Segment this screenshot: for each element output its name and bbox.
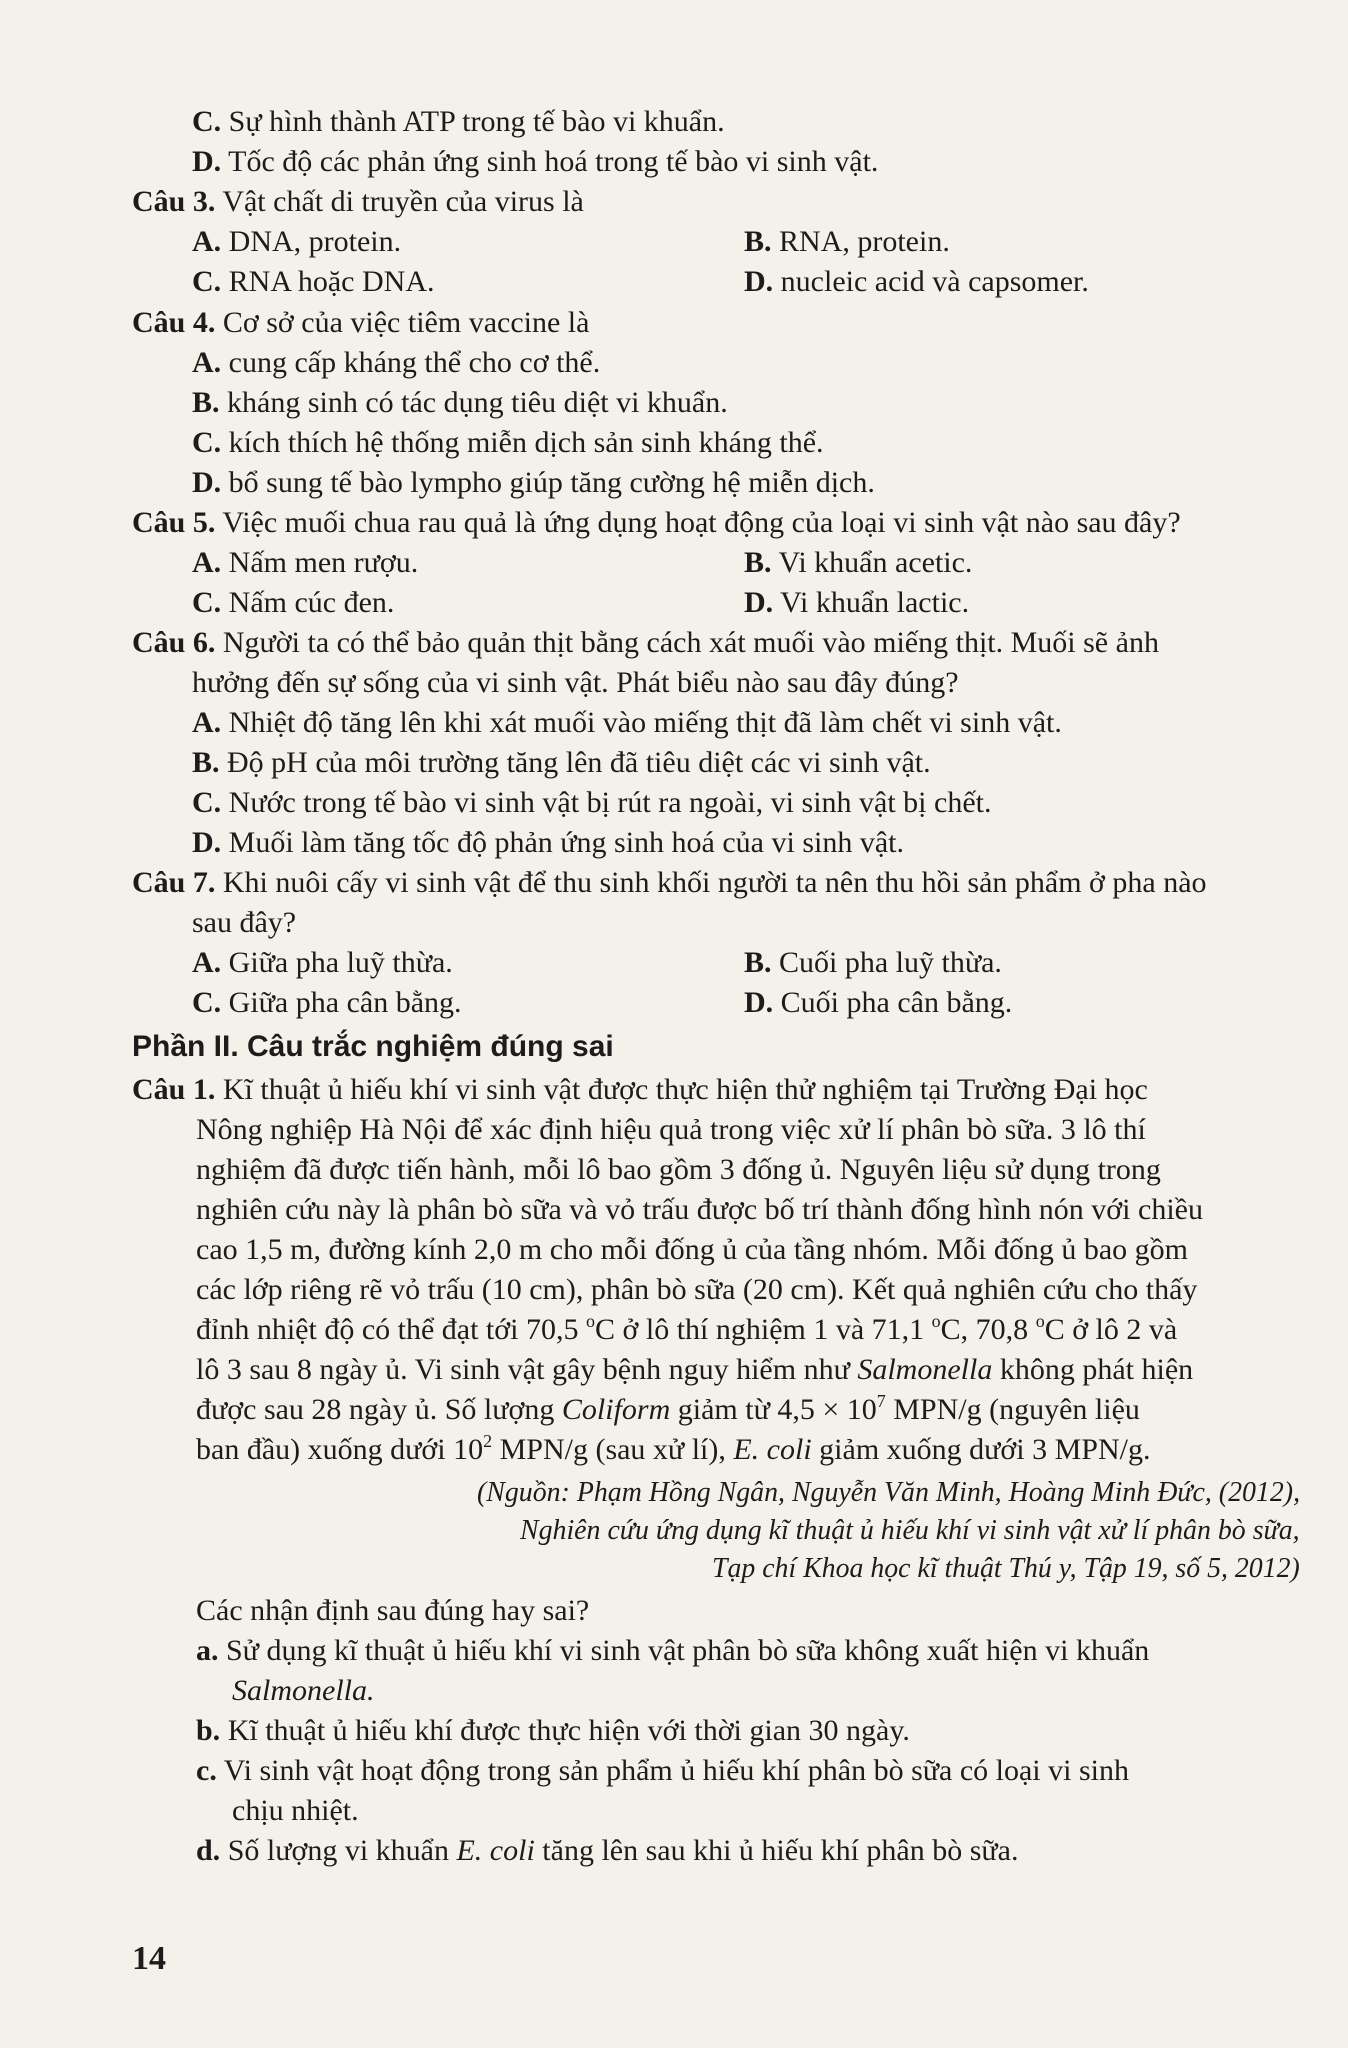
option-text: Cuối pha luỹ thừa. — [779, 946, 1002, 979]
q2-option-d — [192, 143, 878, 181]
option-letter: D. — [744, 586, 774, 619]
section-heading: Phần II. Câu trắc nghiệm đúng sai — [132, 1030, 614, 1063]
text-segment: được sau 28 ngày ủ. Số lượng — [196, 1393, 562, 1426]
question-label: Câu 6. — [132, 626, 216, 659]
option-letter: A. — [192, 225, 222, 258]
q6-option-a — [192, 704, 1062, 742]
option-text: kích thích hệ thống miễn dịch sản sinh kháng thể. — [228, 426, 824, 459]
question-3 — [132, 183, 584, 221]
statement-d — [196, 1832, 1018, 1870]
text-segment: C ở lô 2 và — [1044, 1313, 1178, 1346]
option-text: Nhiệt độ tăng lên khi xát muối vào miếng thịt đã làm chết vi sinh vật. — [228, 706, 1062, 739]
text-segment: MPN/g (nguyên liệu — [885, 1393, 1140, 1426]
text-segment: giảm từ 4,5 × 10 — [670, 1393, 877, 1426]
statement-text: Kĩ thuật ủ hiếu khí được thực hiện với thời gian 30 ngày. — [227, 1714, 910, 1747]
option-letter: C. — [192, 786, 222, 819]
option-letter: A. — [192, 546, 222, 579]
statement-text: Số lượng vi khuẩn — [227, 1834, 457, 1867]
statement-letter: c. — [196, 1754, 217, 1787]
option-letter: A. — [192, 946, 222, 979]
text-segment: đỉnh nhiệt độ có thể đạt tới 70,5 — [196, 1313, 586, 1346]
option-text: cung cấp kháng thể cho cơ thể. — [228, 346, 601, 379]
statement-text: Sử dụng kĩ thuật ủ hiếu khí vi sinh vật phân bò sữa không xuất hiện vi khuẩn — [226, 1634, 1150, 1667]
q5-option-a — [192, 544, 418, 582]
option-letter: B. — [744, 946, 772, 979]
q4-option-b — [192, 384, 728, 422]
q4-option-c — [192, 424, 824, 462]
option-letter: B. — [192, 746, 220, 779]
question-text: Vật chất di truyền của virus là — [222, 185, 584, 218]
passage-line: cao 1,5 m, đường kính 2,0 m cho mỗi đống ủ của tầng nhóm. Mỗi đống ủ bao gồm — [196, 1233, 1189, 1266]
option-letter: B. — [744, 225, 772, 258]
option-letter: B. — [192, 386, 220, 419]
page-number: 14 — [132, 1940, 166, 1977]
statement-a-continued: Salmonella. — [232, 1674, 375, 1707]
question-label: Câu 5. — [132, 506, 216, 539]
question-7-continued — [192, 904, 296, 942]
option-text: Độ pH của môi trường tăng lên đã tiêu diệt các vi sinh vật. — [227, 746, 931, 779]
option-letter: C. — [192, 426, 222, 459]
question-text: Người ta có thể bảo quản thịt bằng cách xát muối vào miếng thịt. Muối sẽ ảnh — [222, 626, 1159, 659]
question-4 — [132, 304, 589, 342]
passage-line: Kĩ thuật ủ hiếu khí vi sinh vật được thực hiện thử nghiệm tại Trường Đại học — [222, 1073, 1148, 1106]
option-letter: D. — [744, 265, 774, 298]
statement-c — [196, 1752, 1129, 1790]
q3-option-d — [744, 263, 1089, 301]
q6-option-c — [192, 784, 991, 822]
question-label: Câu 7. — [132, 866, 216, 899]
question-label: Câu 4. — [132, 306, 216, 339]
statement-letter: b. — [196, 1714, 221, 1747]
passage-line: nghiệm đã được tiến hành, mỗi lô bao gồm 3 đống ủ. Nguyên liệu sử dụng trong — [196, 1153, 1161, 1186]
option-text: kháng sinh có tác dụng tiêu diệt vi khuẩn. — [227, 386, 728, 419]
option-letter: D. — [744, 986, 774, 1019]
q7-option-c — [192, 984, 462, 1022]
statement-text: tăng lên sau khi ủ hiếu khí phân bò sữa. — [534, 1834, 1019, 1867]
option-letter: D. — [192, 145, 222, 178]
option-text: Vi khuẩn acetic. — [778, 546, 973, 579]
question-label: Câu 1. — [132, 1073, 216, 1106]
option-text: Giữa pha luỹ thừa. — [228, 946, 453, 979]
text-segment: giảm xuống dưới 3 MPN/g. — [811, 1433, 1151, 1466]
question-5 — [132, 504, 1181, 542]
q4-option-d — [192, 464, 875, 502]
species-name: E. coli — [733, 1433, 812, 1466]
q6-option-b — [192, 744, 931, 782]
question-text: hưởng đến sự sống của vi sinh vật. Phát biểu nào sau đây đúng? — [192, 666, 959, 699]
text-segment: MPN/g (sau xử lí), — [492, 1433, 734, 1466]
q5-option-d — [744, 584, 969, 622]
passage-line-temperature — [196, 1311, 1177, 1349]
species-name: Salmonella — [857, 1353, 993, 1386]
degree-sign: o — [931, 1311, 941, 1331]
text-segment: ban đầu) xuống dưới 10 — [196, 1433, 484, 1466]
option-letter: D. — [192, 466, 222, 499]
species-name: E. coli — [456, 1834, 535, 1867]
option-text: Vi khuẩn lactic. — [780, 586, 970, 619]
part2-question-1 — [132, 1071, 1148, 1109]
question-6 — [132, 624, 1159, 662]
degree-sign: o — [585, 1311, 595, 1331]
q6-option-d — [192, 824, 904, 862]
text-segment: không phát hiện — [992, 1353, 1194, 1386]
statement-letter: a. — [196, 1634, 219, 1667]
option-text: nucleic acid và capsomer. — [780, 265, 1089, 298]
option-letter: C. — [192, 105, 222, 138]
text-segment: lô 3 sau 8 ngày ủ. Vi sinh vật gây bệnh nguy hiểm như — [196, 1353, 858, 1386]
statement-letter: d. — [196, 1834, 221, 1867]
q7-option-b — [744, 944, 1002, 982]
statement-c-continued: chịu nhiệt. — [232, 1794, 359, 1827]
statement-text: Vi sinh vật hoạt động trong sản phẩm ủ hiếu khí phân bò sữa có loại vi sinh — [223, 1754, 1129, 1787]
option-text: DNA, protein. — [228, 225, 402, 258]
option-text: Nấm men rượu. — [228, 546, 419, 579]
option-text: Cuối pha cân bằng. — [780, 986, 1013, 1019]
option-letter: A. — [192, 346, 222, 379]
question-7 — [132, 864, 1207, 902]
option-text: Muối làm tăng tốc độ phản ứng sinh hoá của vi sinh vật. — [228, 826, 904, 859]
option-letter: B. — [744, 546, 772, 579]
exponent: 2 — [483, 1431, 493, 1451]
q3-option-a — [192, 223, 401, 261]
option-text: RNA, protein. — [779, 225, 950, 258]
source-citation-line: (Nguồn: Phạm Hồng Ngân, Nguyễn Văn Minh, Hoàng Minh Đức, (2012), — [476, 1477, 1300, 1508]
q5-option-c — [192, 584, 394, 622]
passage-line-salmonella — [196, 1351, 1193, 1389]
option-text: Nước trong tế bào vi sinh vật bị rút ra ngoài, vi sinh vật bị chết. — [228, 786, 992, 819]
option-letter: C. — [192, 586, 222, 619]
question-text: sau đây? — [192, 906, 297, 939]
option-text: Nấm cúc đen. — [228, 586, 395, 619]
statement-b — [196, 1712, 910, 1750]
source-citation-line: Tạp chí Khoa học kĩ thuật Thú y, Tập 19, số 5, 2012) — [712, 1553, 1300, 1584]
q7-option-d — [744, 984, 1012, 1022]
passage-line: các lớp riêng rẽ vỏ trấu (10 cm), phân bò sữa (20 cm). Kết quả nghiên cứu cho thấy — [196, 1273, 1198, 1306]
q5-option-b — [744, 544, 972, 582]
option-text: Tốc độ các phản ứng sinh hoá trong tế bào vi sinh vật. — [228, 145, 879, 178]
q2-option-c — [192, 103, 725, 141]
option-text: Sự hình thành ATP trong tế bào vi khuẩn. — [228, 105, 725, 138]
option-text: Giữa pha cân bằng. — [228, 986, 462, 1019]
option-text: bổ sung tế bào lympho giúp tăng cường hệ miễn dịch. — [228, 466, 875, 499]
passage-line-ecoli — [196, 1431, 1150, 1469]
text-segment: C ở lô thí nghiệm 1 và 71,1 — [594, 1313, 932, 1346]
statement-a — [196, 1632, 1149, 1670]
question-label: Câu 3. — [132, 185, 216, 218]
degree-sign: o — [1035, 1311, 1045, 1331]
q7-option-a — [192, 944, 453, 982]
option-letter: C. — [192, 986, 222, 1019]
text-segment: C, 70,8 — [940, 1313, 1036, 1346]
question-text: Cơ sở của việc tiêm vaccine là — [222, 306, 590, 339]
source-citation-line: Nghiên cứu ứng dụng kĩ thuật ủ hiếu khí vi sinh vật xử lí phân bò sữa, — [520, 1515, 1301, 1546]
exponent: 7 — [876, 1391, 886, 1411]
option-letter: D. — [192, 826, 222, 859]
q4-option-a — [192, 344, 600, 382]
species-name: Coliform — [561, 1393, 671, 1426]
passage-line: Nông nghiệp Hà Nội để xác định hiệu quả trong việc xử lí phân bò sữa. 3 lô thí — [196, 1113, 1146, 1146]
passage-line: nghiên cứu này là phân bò sữa và vỏ trấu được bố trí thành đống hình nón với chiều — [196, 1193, 1203, 1226]
option-letter: A. — [192, 706, 222, 739]
question-6-continued — [192, 664, 959, 702]
statements-prompt: Các nhận định sau đúng hay sai? — [196, 1594, 590, 1627]
option-letter: C. — [192, 265, 222, 298]
q3-option-b — [744, 223, 950, 261]
option-text: RNA hoặc DNA. — [228, 265, 435, 298]
passage-line-coliform — [196, 1391, 1140, 1429]
question-text: Khi nuôi cấy vi sinh vật để thu sinh khối người ta nên thu hồi sản phẩm ở pha nào — [222, 866, 1207, 899]
q3-option-c — [192, 263, 434, 301]
question-text: Việc muối chua rau quả là ứng dụng hoạt động của loại vi sinh vật nào sau đây? — [222, 506, 1181, 539]
